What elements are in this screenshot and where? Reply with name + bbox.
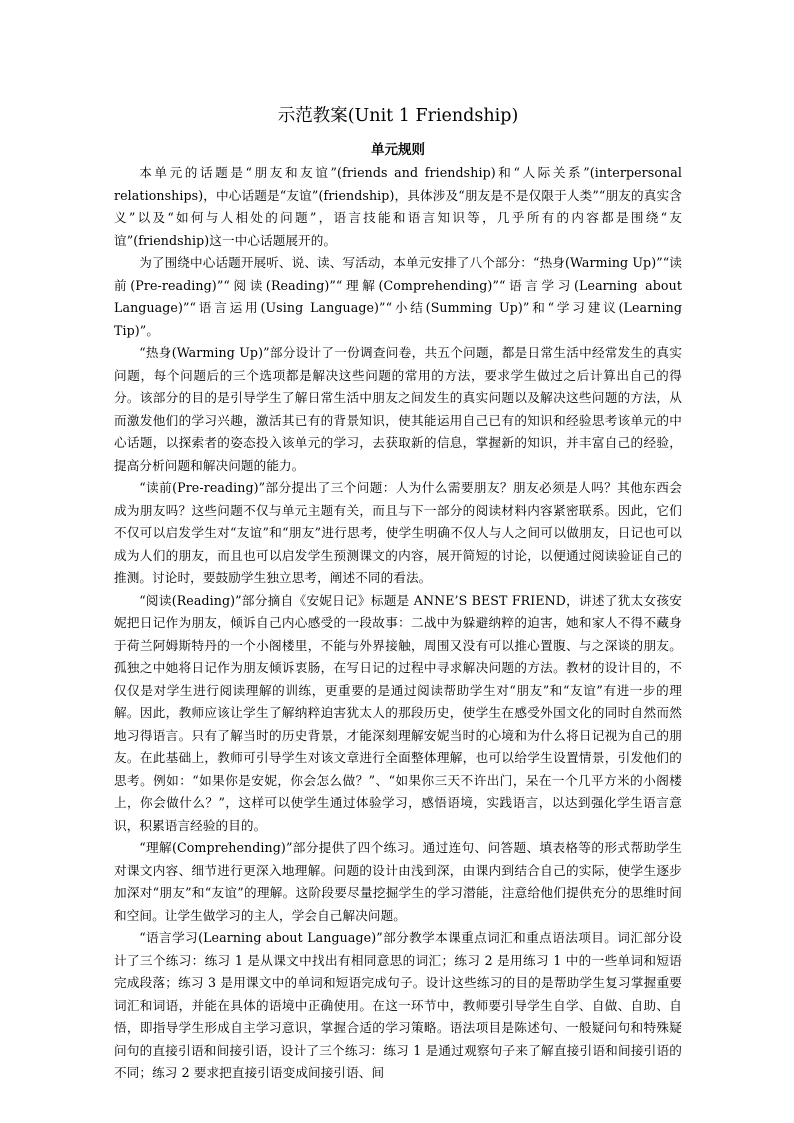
paragraph-warming-up: “热身(Warming Up)”部分设计了一份调查问卷，共五个问题，都是日常生活中经常发生的真实问题，每个问题后的三个选项都是解决这些问题的常用的方法，要求学生做过之后计算出自己的得分。该部分的目的是引导学生了解日常生活中朋友之间发生的真实问题以及解决这些问题的方法，从而激发他们的学习兴趣，激活其已有的背景知识，使其能运用自己已有的知识和经验思考该单元的中心话题，以探索者的姿态投入该单元的学习，去获取新的信息，掌握新的知识，并丰富自己的经验，提高分析问题和解决问题的能力。 bbox=[114, 345, 682, 473]
document-title: 示范教案(Unit 1 Friendship) bbox=[277, 106, 519, 126]
paragraph-topic: 本单元的话题是“朋友和友谊”(friends and friendship)和“人际关系”(interpersonal relationships)，中心话题是“友谊”(friendship)，具体涉及“朋友是不是仅限于人类”“朋友的真实含义”以及“如何与人相处的问题”，语言技能和语言知识等，几乎所有的内容都是围绕“友谊”(friendship)这一中心话题展开的。 bbox=[114, 165, 682, 248]
paragraph-learning-language: “语言学习(Learning about Language)”部分教学本课重点词汇和重点语法项目。词汇部分设计了三个练习：练习 1 是从课文中找出有相同意思的词汇；练习 2 是用练习 1 中的一些单词和短语完成段落；练习 3 是用课文中的单词和短语完成句子。设计这些练习的目的是帮助学生复习掌握重要词汇和词语，并能在具体的语境中正确使用。在这一环节中，教师要引导学生自学、自做、自助、自悟，即指导学生形成自主学习意识，掌握合适的学习策略。语法项目是陈述句、一般疑问句和特殊疑问句的直接引语和间接引语，设计了三个练习：练习 1 是通过观察句子来了解直接引语和间接引语的不同；练习 2 要求把直接引语变成间接引语、间 bbox=[114, 930, 682, 1080]
document-page bbox=[114, 96, 682, 1085]
paragraph-reading: “阅读(Reading)”部分摘自《安妮日记》标题是 ANNE’S BEST FRIEND，讲述了犹太女孩安妮把日记作为朋友，倾诉自己内心感受的一段故事：二战中为躲避纳粹的迫害，她和家人不得不藏身于荷兰阿姆斯特丹的一个小阁楼里，不能与外界接触，周围又没有可以推心置腹、与之深谈的朋友。孤独之中她将日记作为朋友倾诉衷肠，在写日记的过程中寻求解决问题的方法。教材的设计目的，不仅仅是对学生进行阅读理解的训练，更重要的是通过阅读帮助学生对“朋友”和“友谊”有进一步的理解。因此，教师应该让学生了解纳粹迫害犹太人的那段历史，使学生在感受外国文化的同时自然而然地习得语言。只有了解当时的历史背景，才能深刻理解安妮当时的心境和为什么将日记视为自己的朋友。在此基础上，教师可引导学生对该文章进行全面整体理解，也可以给学生设置情景，引发他们的思考。例如：“如果你是安妮，你会怎么做？”、“如果你三天不许出门，呆在一个几平方米的小阁楼上，你会做什么？”，这样可以使学生通过体验学习，感悟语境，实践语言，以达到强化学生语言意识，积累语言经验的目的。 bbox=[114, 592, 682, 833]
paragraph-structure: 为了围绕中心话题开展听、说、读、写活动，本单元安排了八个部分：“热身(Warming Up)”“读前(Pre-reading)”“阅读(Reading)”“理解(Comprehending)”“语言学习(Learning about Language)”“语言运用(Using Language)”“小结(Summing Up)”和“学习建议(Learning Tip)”。 bbox=[114, 255, 682, 338]
section-heading: 单元规则 bbox=[371, 142, 425, 158]
paragraph-pre-reading: “读前(Pre-reading)”部分提出了三个问题：人为什么需要朋友？朋友必须是人吗？其他东西会成为朋友吗？这些问题不仅与单元主题有关，而且与下一部分的阅读材料内容紧密联系。因此，它们不仅可以启发学生对“友谊”和“朋友”进行思考，使学生明确不仅人与人之间可以做朋友，日记也可以成为人们的朋友，而且也可以启发学生预测课文的内容，展开简短的讨论，以便通过阅读验证自己的推测。讨论时，要鼓励学生独立思考，阐述不同的看法。 bbox=[114, 480, 682, 585]
paragraph-comprehending: “理解(Comprehending)”部分提供了四个练习。通过连句、问答题、填表格等的形式帮助学生对课文内容、细节进行更深入地理解。问题的设计由浅到深，由课内到结合自己的实际，使学生逐步加深对“朋友”和“友谊”的理解。这阶段要尽量挖掘学生的学习潜能，注意给他们提供充分的思维时间和空间。让学生做学习的主人，学会自己解决问题。 bbox=[114, 840, 682, 923]
